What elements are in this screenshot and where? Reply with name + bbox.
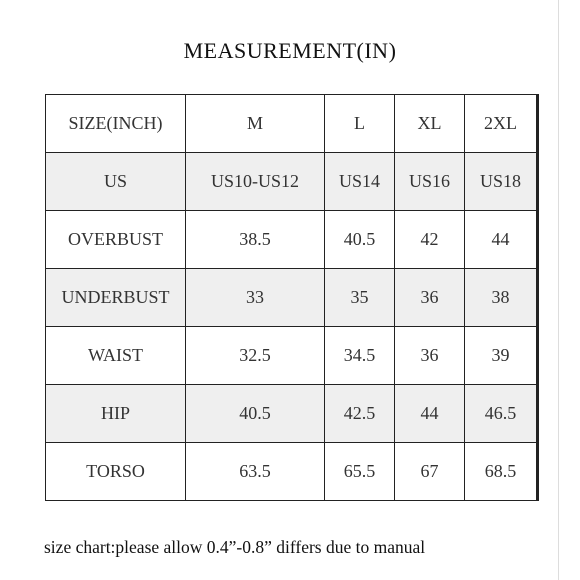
table-cell: 32.5 <box>186 327 325 385</box>
table-row-waist <box>46 327 538 385</box>
table-cell: US14 <box>325 153 395 211</box>
table-cell: 42 <box>395 211 465 269</box>
row-label-hip: HIP <box>46 385 186 443</box>
header-cell-2xl: 2XL <box>465 95 538 153</box>
table-cell: 38.5 <box>186 211 325 269</box>
table-cell: 36 <box>395 269 465 327</box>
size-chart-table <box>45 94 539 501</box>
table-cell: 44 <box>395 385 465 443</box>
table-cell: 44 <box>465 211 538 269</box>
table-cell: 38 <box>465 269 538 327</box>
table-cell: 36 <box>395 327 465 385</box>
table-cell: 35 <box>325 269 395 327</box>
header-cell-size-label: SIZE(INCH) <box>46 95 186 153</box>
header-cell-m: M <box>186 95 325 153</box>
right-border-line <box>558 0 559 580</box>
table-cell: US18 <box>465 153 538 211</box>
table-cell: 40.5 <box>186 385 325 443</box>
table-cell: 68.5 <box>465 443 538 501</box>
row-label-overbust: OVERBUST <box>46 211 186 269</box>
table-cell: 34.5 <box>325 327 395 385</box>
table-cell: US16 <box>395 153 465 211</box>
table-row-us <box>46 153 538 211</box>
row-label-us: US <box>46 153 186 211</box>
page-title: MEASUREMENT(IN) <box>183 38 397 63</box>
table-cell: 63.5 <box>186 443 325 501</box>
table-cell: 42.5 <box>325 385 395 443</box>
table-cell: 40.5 <box>325 211 395 269</box>
table-cell: 33 <box>186 269 325 327</box>
table-cell: US10-US12 <box>186 153 325 211</box>
header-row <box>46 95 538 153</box>
size-chart-note: size chart:please allow 0.4”-0.8” differs due to manual <box>44 537 426 557</box>
row-label-waist: WAIST <box>46 327 186 385</box>
table-row-torso <box>46 443 538 501</box>
table-cell: 46.5 <box>465 385 538 443</box>
table-cell: 65.5 <box>325 443 395 501</box>
table-row-underbust <box>46 269 538 327</box>
row-label-torso: TORSO <box>46 443 186 501</box>
header-cell-xl: XL <box>395 95 465 153</box>
table-row-hip <box>46 385 538 443</box>
table-cell: 67 <box>395 443 465 501</box>
row-label-underbust: UNDERBUST <box>46 269 186 327</box>
header-cell-l: L <box>325 95 395 153</box>
table-cell: 39 <box>465 327 538 385</box>
table-row-overbust <box>46 211 538 269</box>
